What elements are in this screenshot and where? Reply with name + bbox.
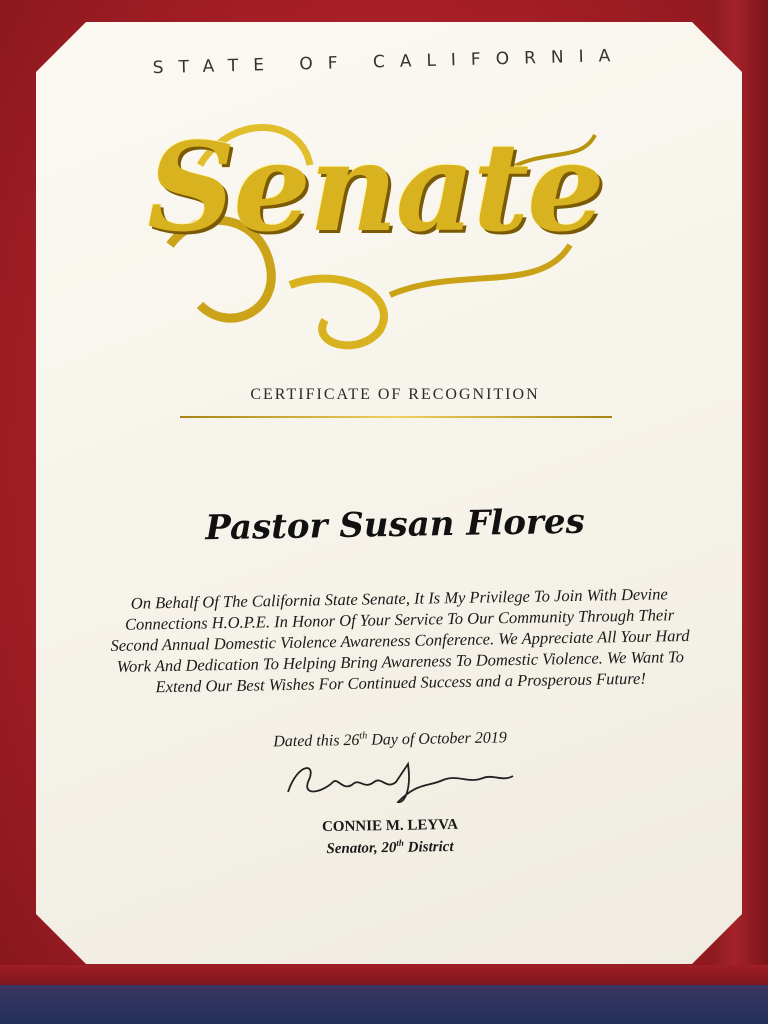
senate-gold-emblem (140, 95, 610, 360)
certificate-title: CERTIFICATE OF RECOGNITION (250, 386, 540, 403)
recipient-name: Pastor Susan Flores (204, 501, 586, 549)
dated-suffix: Day of October 2019 (367, 729, 507, 749)
signer-title-prefix: Senator, 20 (326, 839, 397, 858)
signature-icon (278, 752, 518, 812)
signer-name: CONNIE M. LEYVA (321, 816, 459, 836)
certificate-body-text: On Behalf Of The California State Senate, It Is My Privilege To Join With Devine Connections H.O.P.E. In Honor Of Your Service To Our Community Through Their Second Annual Domestic Violence Awareness Conference. We Appreciate All Your Hard Work And Dedication To Helping Bring Awareness To Domestic Violence. We Want To Extend Our Best Wishes For Continued Success and a Prosperous Future! (110, 584, 690, 697)
senate-wordmark: Senate (147, 115, 603, 259)
handwritten-signature (278, 752, 518, 812)
state-of-california-heading: STATE OF CALIFORNIA (152, 45, 626, 79)
table-surface (0, 985, 768, 1024)
signer-title-ordinal: th (396, 837, 404, 848)
gold-divider (180, 416, 612, 418)
signer-title-suffix: District (403, 838, 454, 856)
dated-ordinal: th (359, 730, 368, 742)
dated-prefix: Dated this 26 (273, 731, 360, 751)
